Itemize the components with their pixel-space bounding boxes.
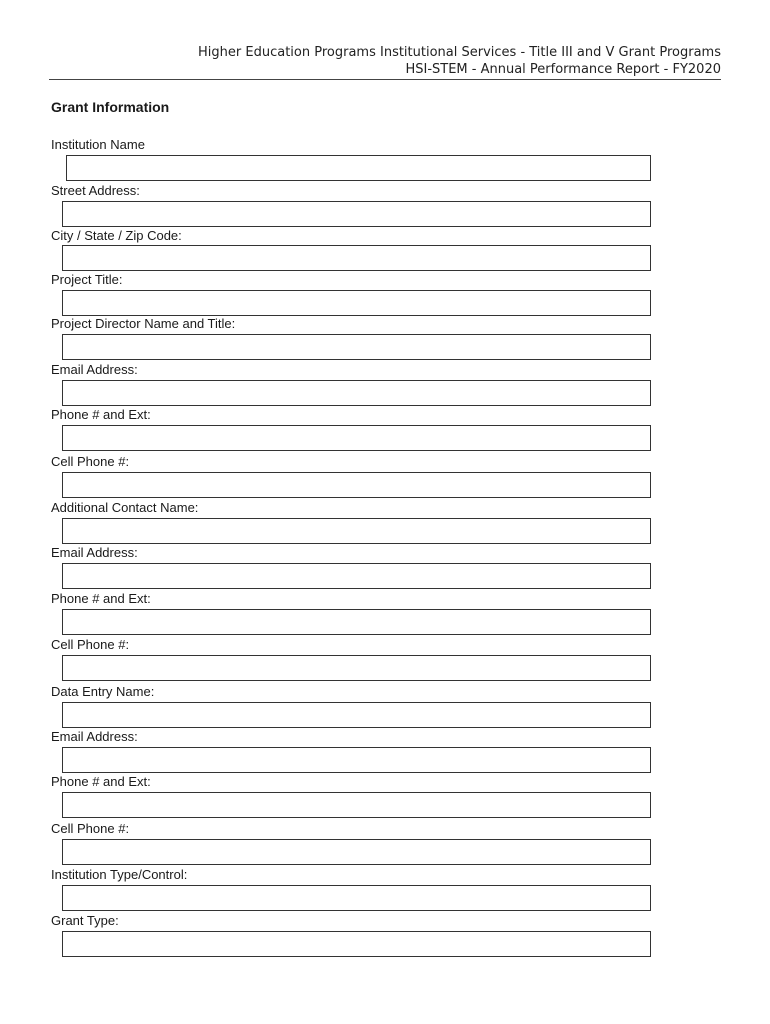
city-state-zip-field[interactable] [62, 245, 651, 271]
header-divider [49, 79, 721, 80]
institution-name-label: Institution Name [51, 137, 145, 152]
contact-email-field[interactable] [62, 563, 651, 589]
data-entry-phone-field[interactable] [62, 792, 651, 818]
report-header [49, 44, 721, 78]
director-cell-field[interactable] [62, 472, 651, 498]
contact-cell-field[interactable] [62, 655, 651, 681]
director-email-field[interactable] [62, 380, 651, 406]
director-phone-label: Phone # and Ext: [51, 407, 151, 422]
director-email-label: Email Address: [51, 362, 138, 377]
city-state-zip-label: City / State / Zip Code: [51, 228, 182, 243]
contact-phone-field[interactable] [62, 609, 651, 635]
header-program-line: Higher Education Programs Institutional Services - Title III and V Grant Programs [198, 45, 721, 60]
data-entry-email-field[interactable] [62, 747, 651, 773]
contact-cell-label: Cell Phone #: [51, 637, 130, 652]
project-title-label: Project Title: [51, 272, 123, 287]
project-title-field[interactable] [62, 290, 651, 316]
street-address-label: Street Address: [51, 183, 140, 198]
data-entry-name-label: Data Entry Name: [51, 684, 155, 699]
data-entry-name-field[interactable] [62, 702, 651, 728]
header-report-line: HSI-STEM - Annual Performance Report - FY2020 [405, 62, 721, 77]
section-title: Grant Information [51, 99, 170, 115]
director-cell-label: Cell Phone #: [51, 454, 130, 469]
director-phone-field[interactable] [62, 425, 651, 451]
data-entry-phone-label: Phone # and Ext: [51, 774, 151, 789]
institution-name-field[interactable] [66, 155, 651, 181]
institution-type-field[interactable] [62, 885, 651, 911]
additional-contact-field[interactable] [62, 518, 651, 544]
data-entry-cell-field[interactable] [62, 839, 651, 865]
street-address-field[interactable] [62, 201, 651, 227]
data-entry-email-label: Email Address: [51, 729, 138, 744]
project-director-field[interactable] [62, 334, 651, 360]
contact-phone-label: Phone # and Ext: [51, 591, 151, 606]
grant-type-label: Grant Type: [51, 913, 119, 928]
project-director-label: Project Director Name and Title: [51, 316, 236, 331]
data-entry-cell-label: Cell Phone #: [51, 821, 130, 836]
contact-email-label: Email Address: [51, 545, 138, 560]
institution-type-label: Institution Type/Control: [51, 867, 188, 882]
grant-type-field[interactable] [62, 931, 651, 957]
additional-contact-label: Additional Contact Name: [51, 500, 199, 515]
